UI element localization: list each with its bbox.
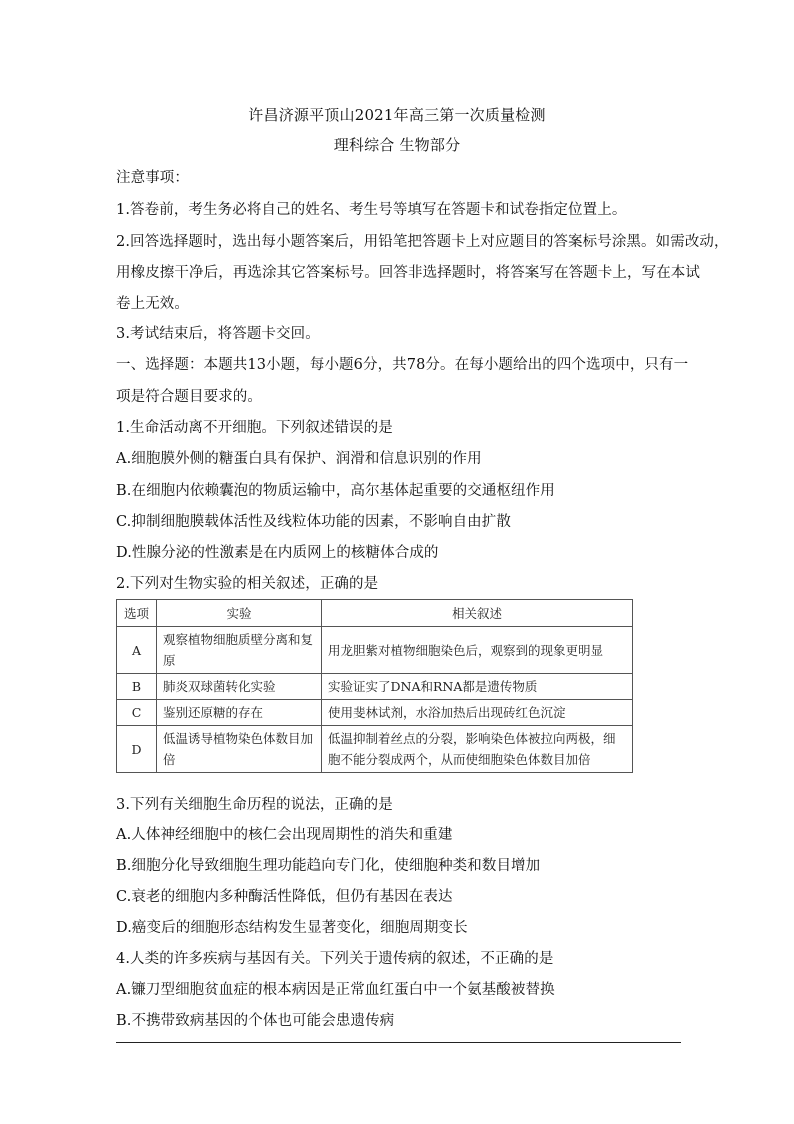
table-cell: D xyxy=(117,726,157,773)
table-cell: 肺炎双球菌转化实验 xyxy=(157,674,322,700)
table-row xyxy=(117,674,633,700)
table-row xyxy=(117,627,633,674)
question-1-option-b: B.在细胞内依赖囊泡的物质运输中，高尔基体起重要的交通枢纽作用 xyxy=(116,483,555,499)
experiment-table xyxy=(116,599,633,773)
table-row xyxy=(117,726,633,773)
question-1-option-a: A.细胞膜外侧的糖蛋白具有保护、润滑和信息识别的作用 xyxy=(116,451,482,467)
table-cell: 鉴别还原糖的存在 xyxy=(157,700,322,726)
table-cell: A xyxy=(117,627,157,674)
question-3-stem: 3.下列有关细胞生命历程的说法，正确的是 xyxy=(116,797,393,813)
question-1-option-c: C.抑制细胞膜载体活性及线粒体功能的因素，不影响自由扩散 xyxy=(116,514,511,530)
notice-item: 用橡皮擦干净后，再选涂其它答案标号。回答非选择题时，将答案写在答题卡上，写在本试 xyxy=(116,265,700,281)
table-cell: 用龙胆紫对植物细胞染色后，观察到的现象更明显 xyxy=(322,627,633,674)
notice-item: 卷上无效。 xyxy=(116,296,189,312)
question-1-stem: 1.生命活动离不开细胞。下列叙述错误的是 xyxy=(116,420,393,436)
footer-divider xyxy=(116,1042,681,1043)
notice-item: 3.考试结束后，将答题卡交回。 xyxy=(116,326,320,342)
notice-heading: 注意事项： xyxy=(116,170,189,186)
table-cell: 低温抑制着丝点的分裂，影响染色体被拉向两极，细胞不能分裂成两个，从而使细胞染色体数目加倍 xyxy=(322,726,633,773)
table-header: 选项 xyxy=(117,600,157,627)
question-4-option-b: B.不携带致病基因的个体也可能会患遗传病 xyxy=(116,1013,395,1029)
notice-item: 1.答卷前，考生务必将自己的姓名、考生号等填写在答题卡和试卷指定位置上。 xyxy=(116,202,627,218)
table-row xyxy=(117,700,633,726)
notice-item: 2.回答选择题时，选出每小题答案后，用铅笔把答题卡上对应题目的答案标号涂黑。如需改动， xyxy=(116,234,729,250)
exam-title: 许昌济源平顶山2021年高三第一次质量检测 xyxy=(248,106,546,124)
section-instruction: 项是符合题目要求的。 xyxy=(116,389,262,405)
table-header: 实验 xyxy=(157,600,322,627)
question-4-option-a: A.镰刀型细胞贫血症的根本病因是正常血红蛋白中一个氨基酸被替换 xyxy=(116,982,555,998)
question-3-option-d: D.癌变后的细胞形态结构发生显著变化，细胞周期变长 xyxy=(116,920,468,936)
question-3-option-c: C.衰老的细胞内多种酶活性降低，但仍有基因在表达 xyxy=(116,889,453,905)
table-cell: 使用斐林试剂，水浴加热后出现砖红色沉淀 xyxy=(322,700,633,726)
question-3-option-b: B.细胞分化导致细胞生理功能趋向专门化，使细胞种类和数目增加 xyxy=(116,858,541,874)
question-2-stem: 2.下列对生物实验的相关叙述，正确的是 xyxy=(116,576,379,592)
question-3-option-a: A.人体神经细胞中的核仁会出现周期性的消失和重建 xyxy=(116,827,453,843)
section-instruction: 一、选择题：本题共13小题，每小题6分，共78分。在每小题给出的四个选项中，只有一 xyxy=(116,357,689,373)
exam-subtitle: 理科综合 生物部分 xyxy=(333,136,461,154)
table-header-row xyxy=(117,600,633,627)
table-cell: 观察植物细胞质壁分离和复原 xyxy=(157,627,322,674)
table-cell: B xyxy=(117,674,157,700)
table-header: 相关叙述 xyxy=(322,600,633,627)
table-cell: 实验证实了DNA和RNA都是遗传物质 xyxy=(322,674,633,700)
table-cell: 低温诱导植物染色体数目加倍 xyxy=(157,726,322,773)
question-4-stem: 4.人类的许多疾病与基因有关。下列关于遗传病的叙述，不正确的是 xyxy=(116,951,554,967)
table-cell: C xyxy=(117,700,157,726)
question-1-option-d: D.性腺分泌的性激素是在内质网上的核糖体合成的 xyxy=(116,545,439,561)
